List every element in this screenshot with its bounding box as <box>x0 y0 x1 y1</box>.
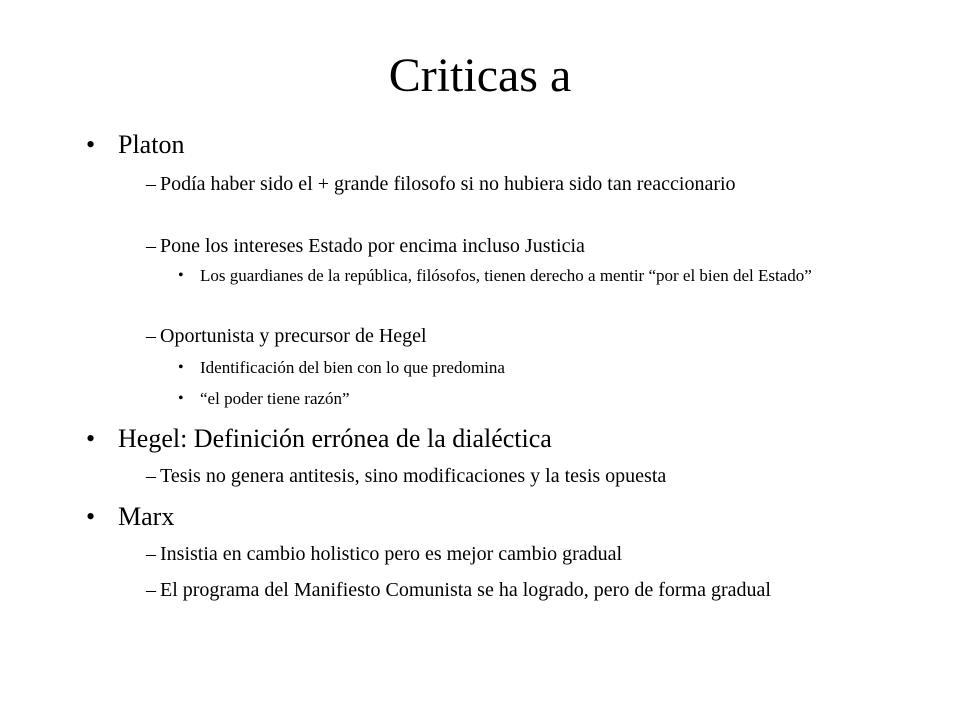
bullet-marker: • <box>178 390 184 407</box>
dash-marker: – <box>146 543 156 565</box>
dash-marker: – <box>146 235 156 257</box>
dash-marker: – <box>146 579 156 601</box>
sub-bullet-text: Pone los intereses Estado por encima incluso Justicia <box>160 235 585 257</box>
bullet-marker: • <box>178 267 184 284</box>
bullet-marker: • <box>86 502 96 531</box>
dash-marker: – <box>146 325 156 347</box>
dash-marker: – <box>146 173 156 195</box>
sub-sub-bullet-text: Los guardianes de la república, filósofos, tienen derecho a mentir “por el bien del Estado” <box>200 266 812 285</box>
sub-bullet-text: Podía haber sido el + grande filosofo si no hubiera sido tan reaccionario <box>160 173 736 195</box>
bullet-text: Marx <box>118 502 175 531</box>
dash-marker: – <box>146 465 156 487</box>
bullet-text: Platon <box>118 130 185 159</box>
sub-sub-bullet-text: Identificación del bien con lo que predomina <box>200 358 505 377</box>
sub-bullet-text: Oportunista y precursor de Hegel <box>160 325 427 347</box>
slide-title: Criticas a <box>388 49 572 102</box>
sub-sub-bullet-text: “el poder tiene razón” <box>200 389 350 408</box>
sub-bullet-text: El programa del Manifiesto Comunista se ha logrado, pero de forma gradual <box>160 579 771 601</box>
sub-bullet-text: Insistia en cambio holistico pero es mejor cambio gradual <box>160 543 623 565</box>
bullet-text: Hegel: Definición errónea de la dialéctica <box>118 424 552 453</box>
bullet-marker: • <box>178 359 184 376</box>
sub-bullet-text: Tesis no genera antitesis, sino modificaciones y la tesis opuesta <box>160 465 667 487</box>
bullet-marker: • <box>86 424 96 453</box>
bullet-marker: • <box>86 130 96 159</box>
